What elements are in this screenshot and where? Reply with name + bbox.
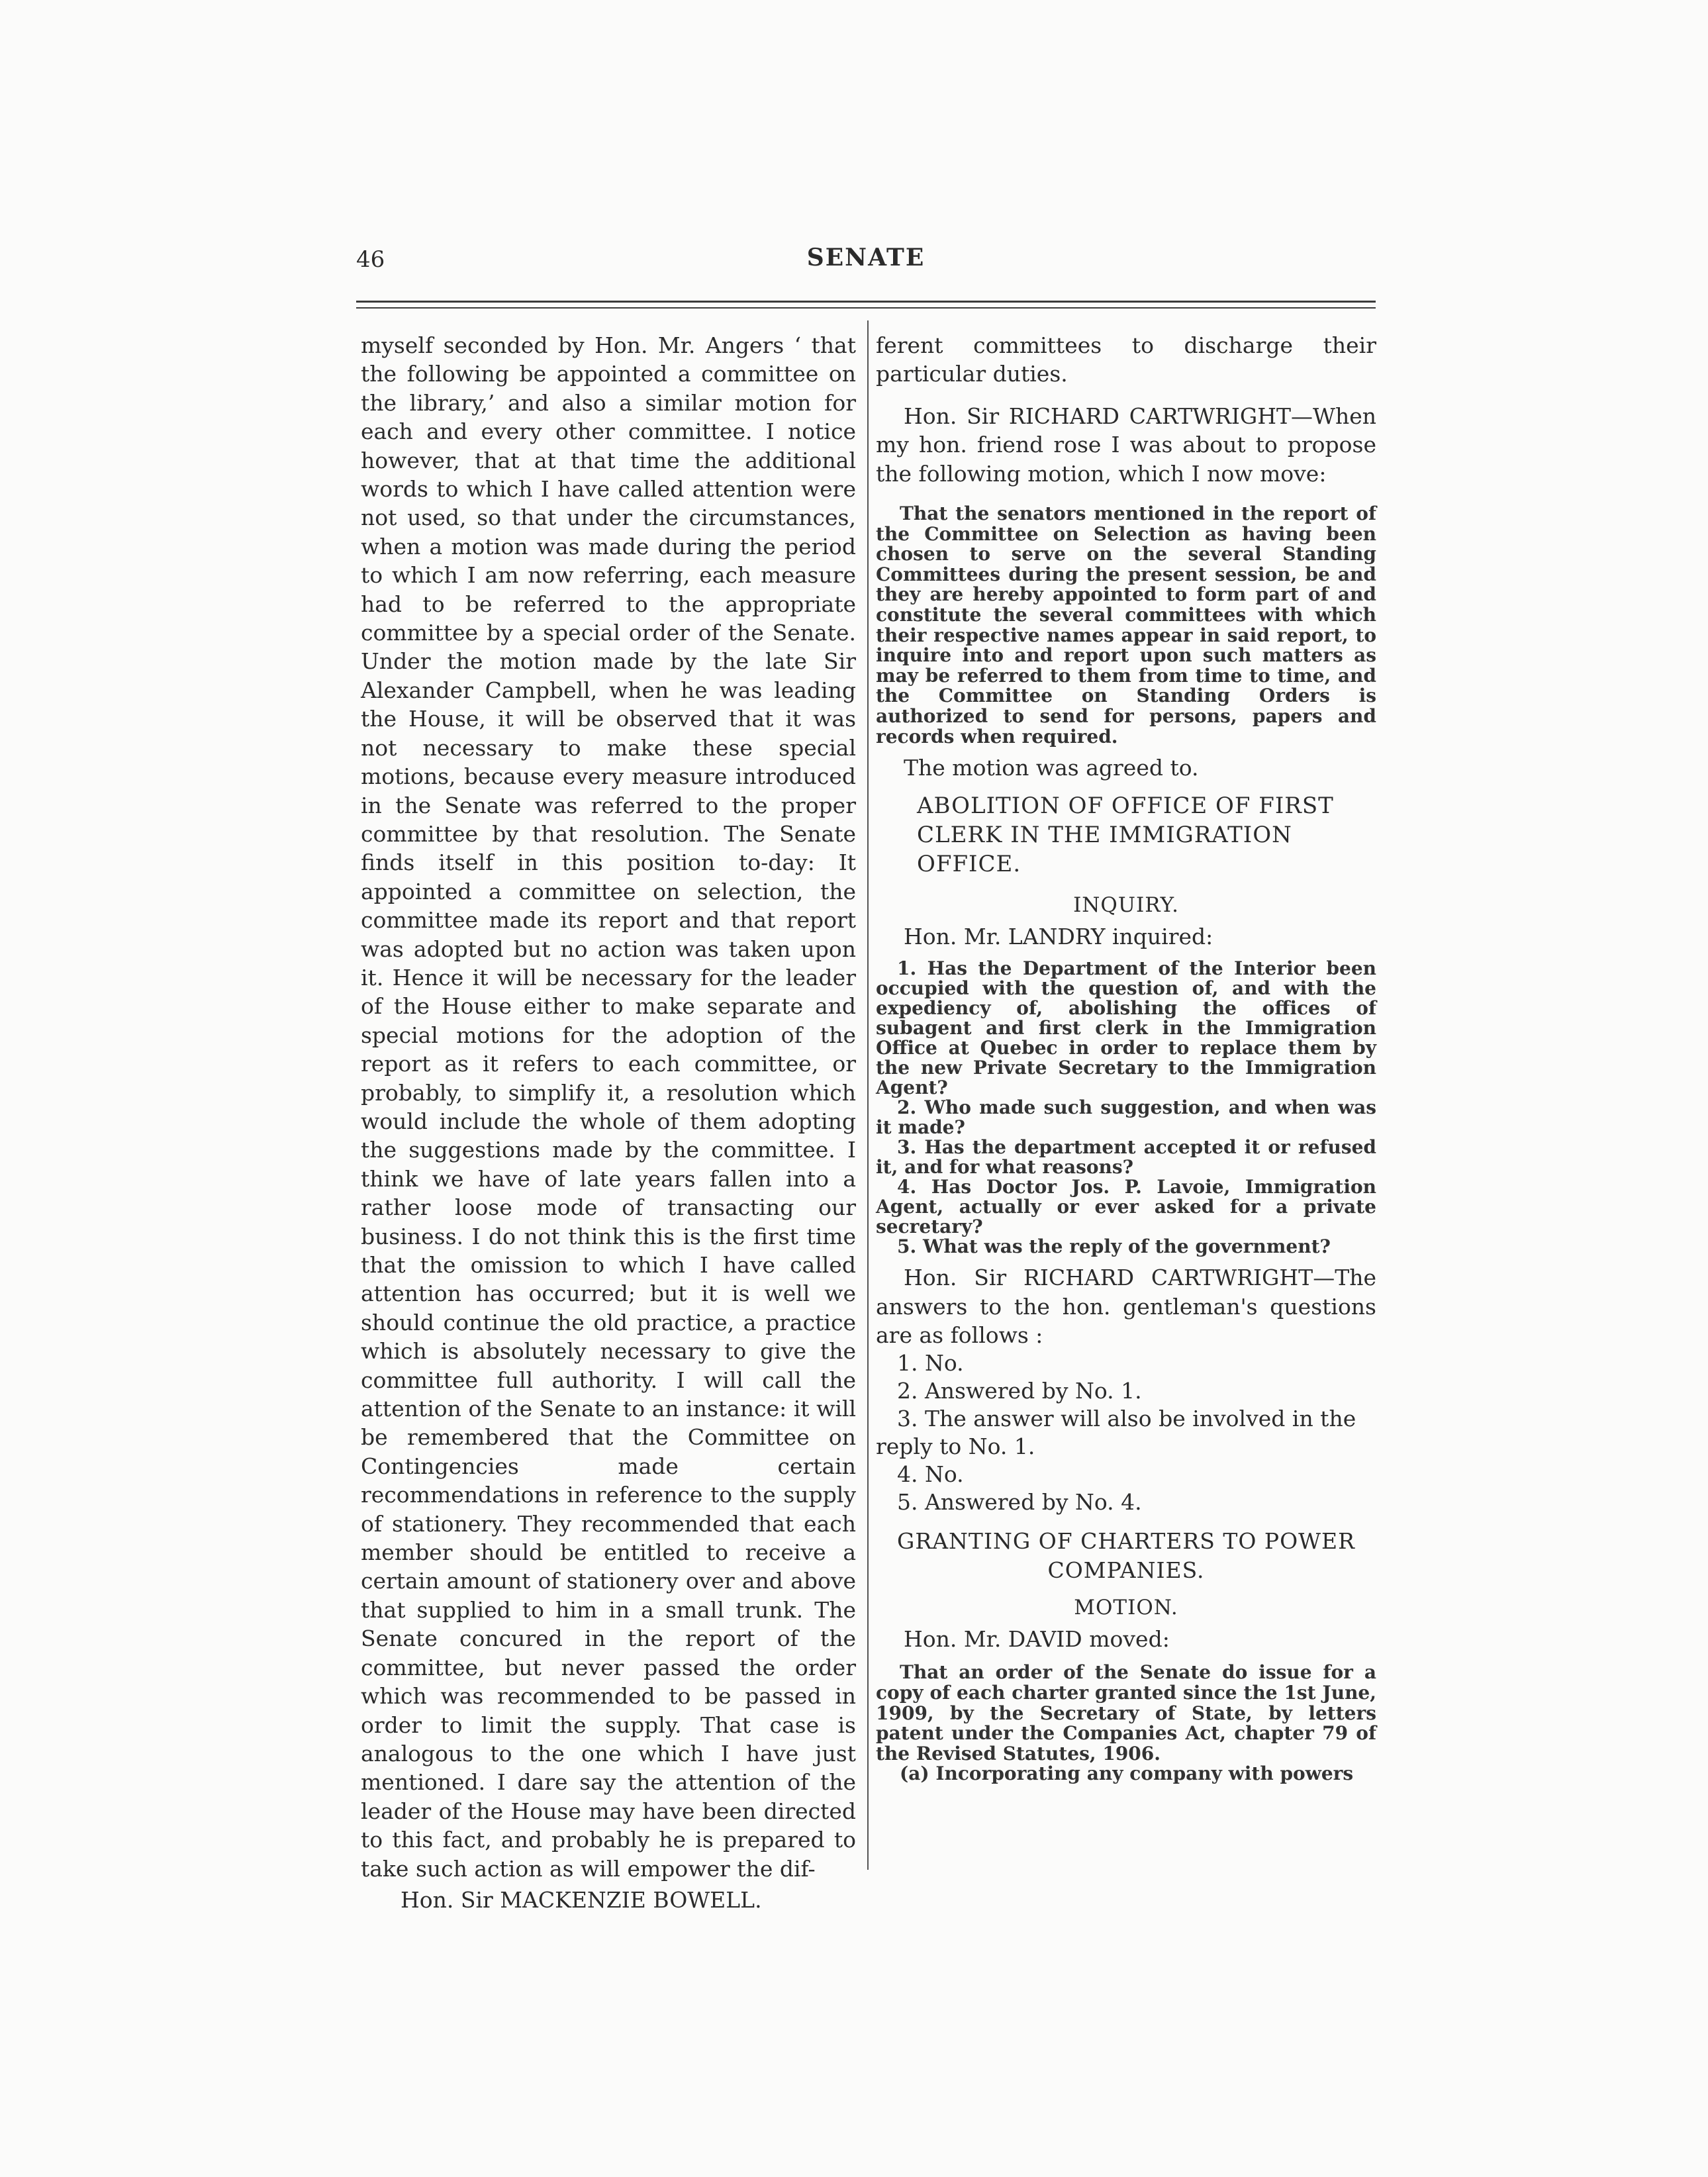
section-heading-charters-line1: GRANTING OF CHARTERS TO POWER	[897, 1528, 1355, 1555]
answer-item: 3. The answer will also be involved in the reply to No. 1.	[876, 1406, 1356, 1460]
section-heading-charters-line2: COMPANIES.	[1047, 1557, 1205, 1584]
right-column	[876, 331, 1376, 1784]
section-heading-abolition: ABOLITION OF OFFICE OF FIRST CLERK IN THE IMMIGRATION OFFICE.	[917, 793, 1334, 878]
cartwright-intro: Hon. Sir RICHARD CARTWRIGHT—When my hon. friend rose I was about to propose the following motion, which I now move:	[876, 403, 1376, 487]
continuation-paragraph: ferent committees to discharge their particular duties.	[876, 332, 1376, 387]
column-divider	[867, 320, 869, 1870]
cartwright-answer-intro: Hon. Sir RICHARD CARTWRIGHT—The answers to the hon. gentleman's questions are as follows :	[876, 1265, 1376, 1348]
answer-item: 1. No.	[897, 1350, 964, 1377]
question-item: 3. Has the department accepted it or refused it, and for what reasons?	[876, 1136, 1376, 1179]
answer-item: 2. Answered by No. 1.	[897, 1378, 1142, 1404]
left-column	[361, 331, 856, 1914]
header-rule-top	[356, 301, 1376, 303]
motion-agreed: The motion was agreed to.	[904, 755, 1199, 781]
question-list	[876, 959, 1376, 1257]
running-title: SENATE	[806, 244, 925, 271]
page-number: 46	[356, 246, 385, 273]
header-rule-bottom	[356, 307, 1376, 309]
question-item: 1. Has the Department of the Interior been occupied with the question of, and with the expediency of, abolishing the offices of subagent and first clerk in the Immigration Office at Quebec in order to replace them by the new Private Secretary to the Immigration Agent?	[876, 957, 1376, 1099]
page-header	[356, 244, 1376, 283]
left-column-paragraph: myself seconded by Hon. Mr. Angers ‘ that the following be appointed a committee on the library,’ and also a similar motion for each and every other committee. I notice however, that at that time the additional words to which I have called attention were not used, so that under the circumstances, when a motion was made during the period to which I am now referring, each measure had to be referred to the appropriate committee by a special order of the Senate. Under the motion made by the late Sir Alexander Campbell, when he was leading the House, it will be observed that it was not necessary to make these special motions, because every measure introduced in the Senate was referred to the proper committee by that resolution. The Senate finds itself in this position to-day: It appointed a committee on selection, the committee made its report and that report was adopted but no action was taken upon it. Hence it will be necessary for the leader of the House either to make separate and special motions for the adoption of the report as it refers to each committee, or probably, to simplify it, a resolution which would include the whole of them adopting the suggestions made by the committee. I think we have of late years fallen into a rather loose mode of transacting our business. I do not think this is the first time that the omission to which I have called attention has occurred; but it is well we should continue the old practice, a practice which is absolutely necessary to give the committee full authority. I will call the attention of the Senate to an instance: it will be remembered that the Committee on Contingencies made certain recommendations in reference to the supply of stationery. They recommended that each member should be entitled to receive a certain amount of stationery over and above that supplied to him in a small trunk. The Senate concured in the report of the committee, but never passed the order which was recommended to be passed in order to limit the supply. That case is analogous to the one which I have just mentioned. I dare say the attention of the leader of the House may have been directed to this fact, and probably he is prepared to take such action as will empower the dif-	[361, 332, 856, 1882]
question-item: 4. Has Doctor Jos. P. Lavoie, Immigration Agent, actually or ever asked for a private secretary?	[876, 1176, 1376, 1238]
question-item: 2. Who made such suggestion, and when was it made?	[876, 1096, 1376, 1139]
david-motion-text: That an order of the Senate do issue for a copy of each charter granted since the 1st June, 1909, by the Secretary of State, by letters patent under the Companies Act, chapter 79 of the Revised Statutes, 1906.	[876, 1661, 1376, 1765]
answer-item: 5. Answered by No. 4.	[897, 1489, 1142, 1516]
question-item: 5. What was the reply of the government?	[897, 1235, 1331, 1258]
section-subheading-motion: MOTION.	[1074, 1596, 1178, 1620]
answer-item: 4. No.	[897, 1461, 964, 1488]
section-subheading-inquiry: INQUIRY.	[1073, 893, 1179, 918]
david-moved: Hon. Mr. DAVID moved:	[904, 1626, 1170, 1653]
answer-list	[876, 1349, 1376, 1516]
landry-inquired: Hon. Mr. LANDRY inquired:	[904, 924, 1213, 950]
motion-text: That the senators mentioned in the report of the Committee on Selection as having been chosen to serve on the several Standing Committees during the present session, be and they are hereby appointed to form part of and constitute the several committees with which their respective names appear in said report, to inquire into and report upon such matters as may be referred to them from time to time, and the Committee on Standing Orders is authorized to send for persons, papers and records when required.	[876, 503, 1376, 748]
closing-speaker: Hon. Sir MACKENZIE BOWELL.	[401, 1886, 762, 1913]
david-motion-item-a: (a) Incorporating any company with powers	[900, 1763, 1354, 1785]
